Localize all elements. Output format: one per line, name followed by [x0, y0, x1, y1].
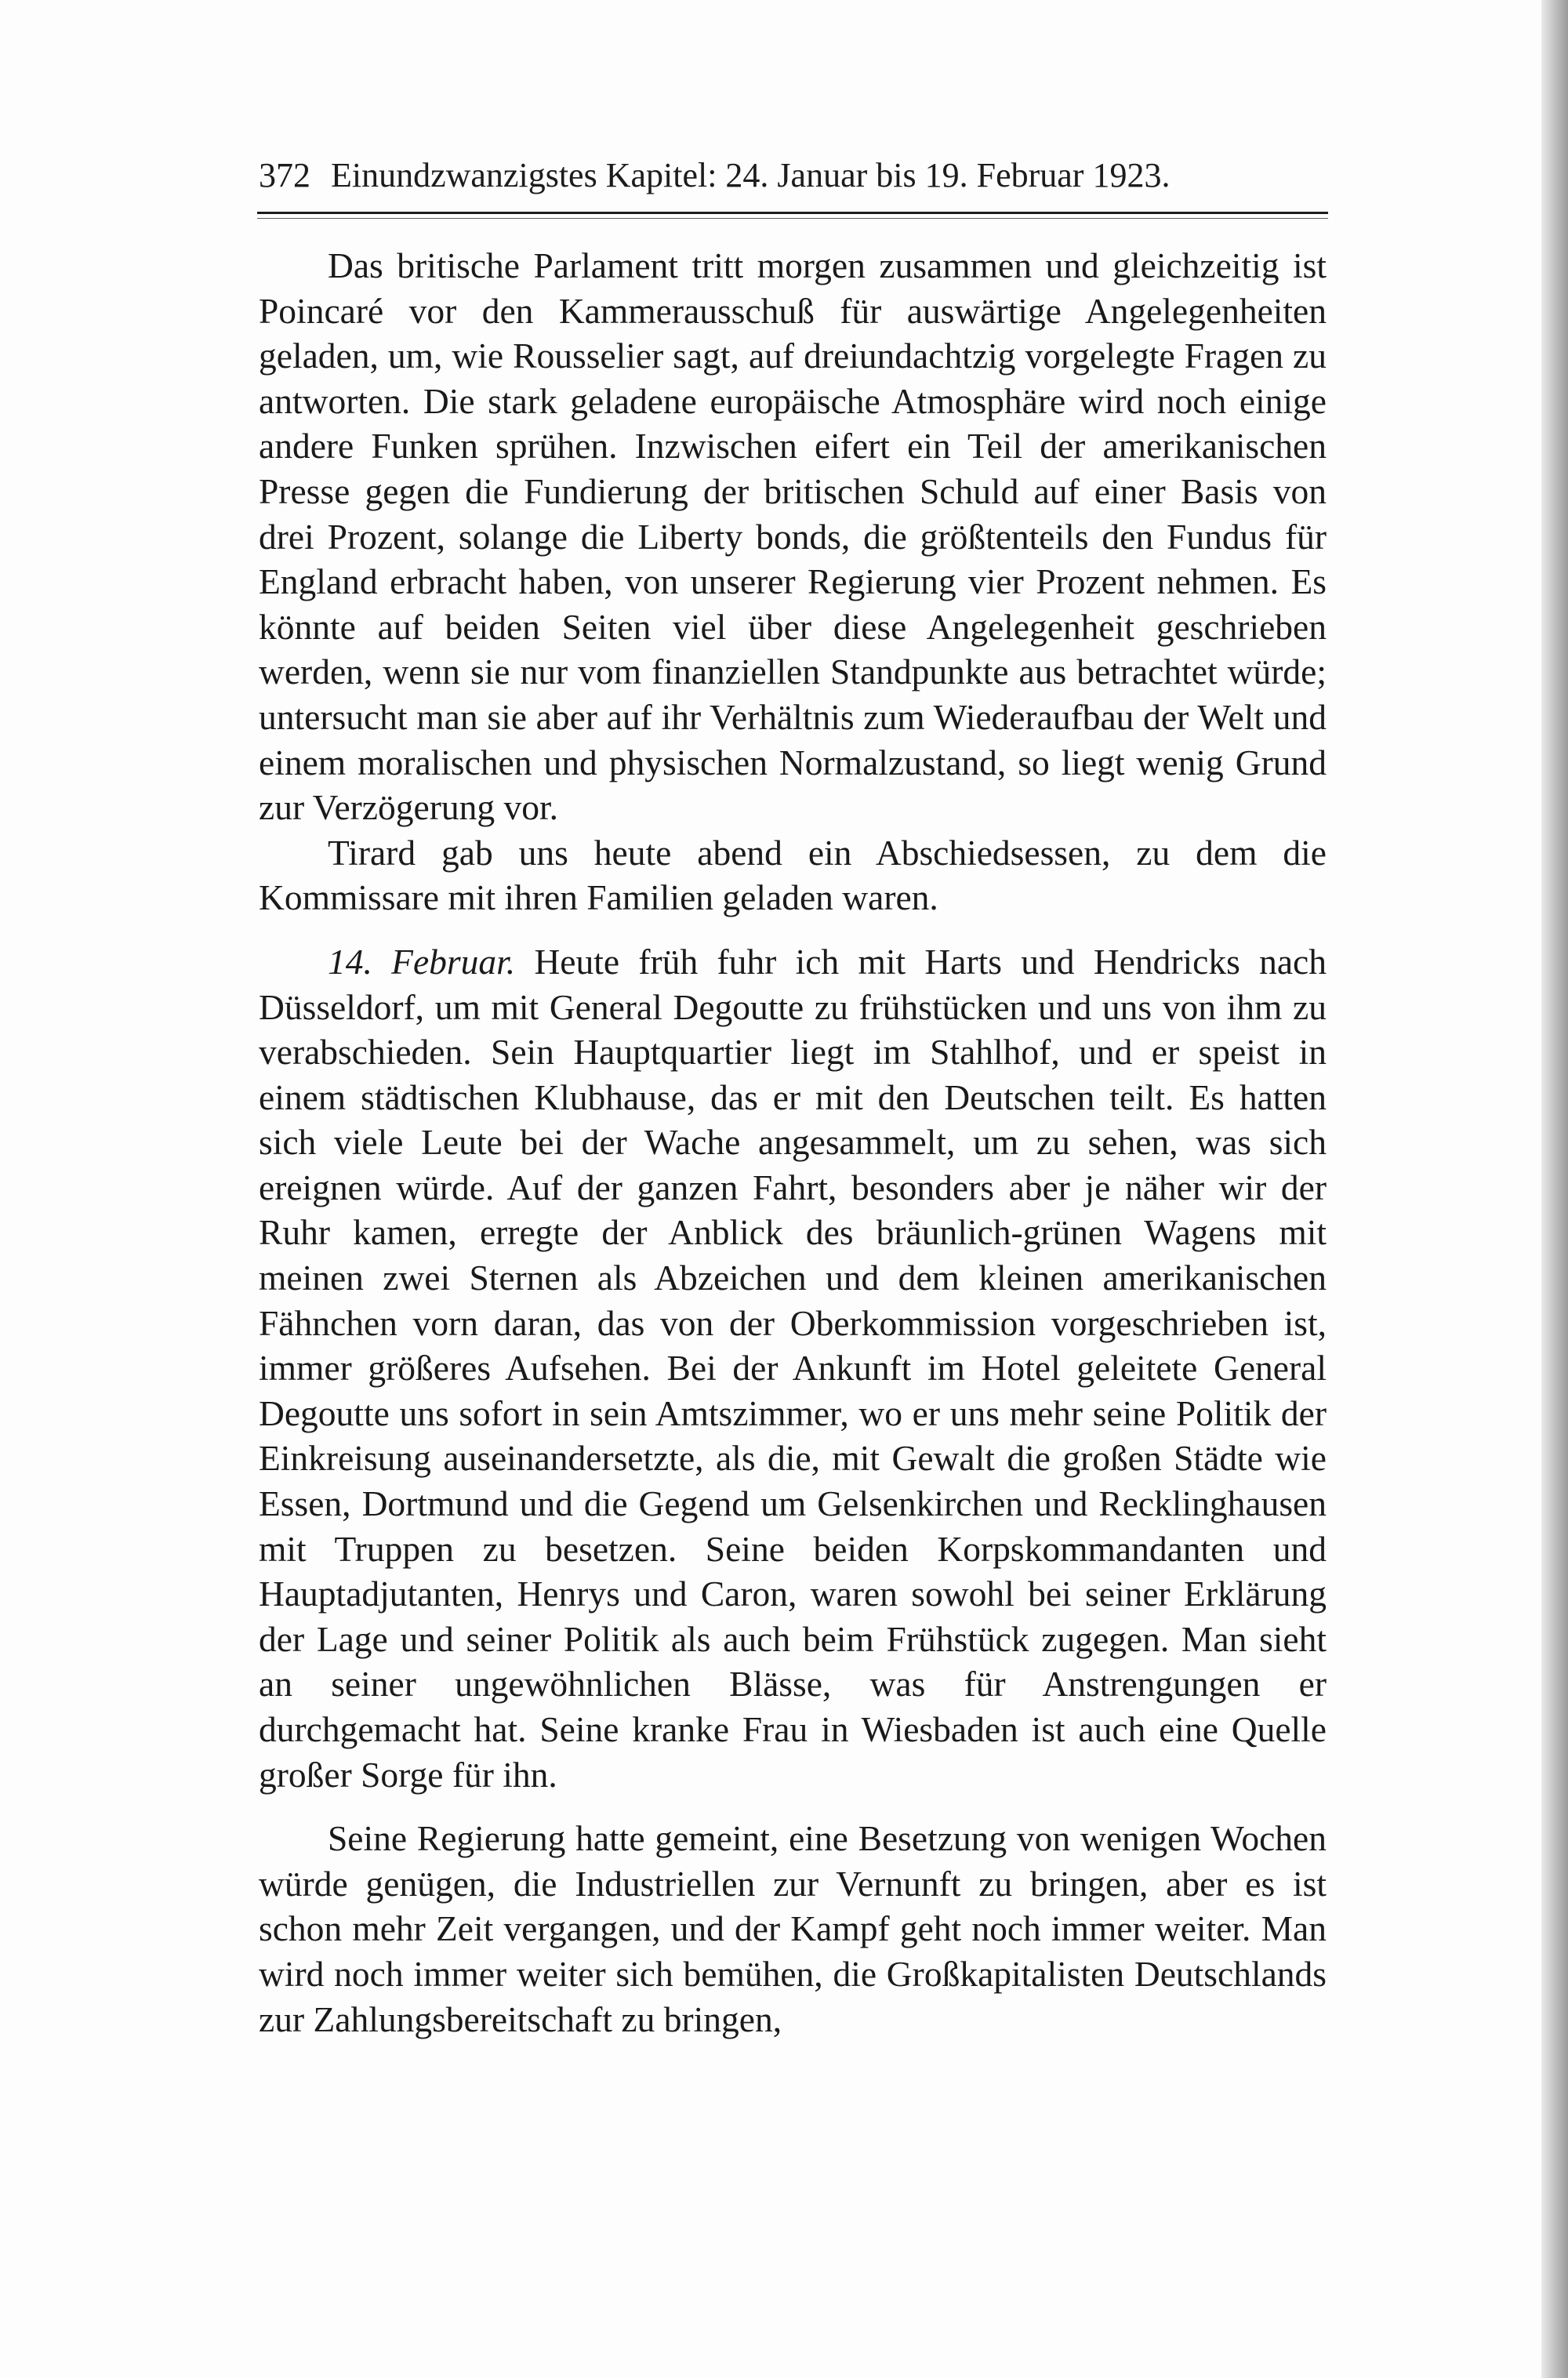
body-text [259, 243, 1327, 2042]
paragraph-4 [259, 1816, 1327, 2042]
entry-date: 14. Februar. [328, 941, 516, 982]
header-rule-thin [257, 218, 1328, 219]
paragraph-3 [259, 939, 1327, 1797]
paragraph-text: Heute früh fuhr ich mit Harts und Hendricks nach Düsseldorf, um mit General Degoutte zu frühstücken und uns von ihm zu verabschieden. Sein Hauptquartier liegt im Stahlhof, und er speist in einem städtischen Klubhause, das er mit den Deutschen teilt. Es hatten sich viele Leute bei der Wache angesammelt, um zu sehen, was sich ereignen würde. Auf der ganzen Fahrt, besonders aber je näher wir der Ruhr kamen, erregte der Anblick des bräunlich-grünen Wagens mit meinen zwei Sternen als Abzeichen und dem kleinen amerikanischen Fähnchen vorn daran, das von der Oberkommission vorgeschrieben ist, immer größeres Aufsehen. Bei der Ankunft im Hotel geleitete General Degoutte uns sofort in sein Amtszimmer, wo er uns mehr seine Politik der Einkreisung auseinandersetzte, als die, mit Gewalt die großen Städte wie Essen, Dortmund und die Gegend um Gelsenkirchen und Recklinghausen mit Truppen zu besetzen. Seine beiden Korpskommandanten und Hauptadjutanten, Henrys und Caron, waren sowohl bei seiner Erklärung der Lage und seiner Politik als auch beim Frühstück zugegen. Man sieht an seiner ungewöhnlichen Blässe, was für Anstrengungen er durchgemacht hat. Seine kranke Frau in Wiesbaden ist auch eine Quelle großer Sorge für ihn. [259, 941, 1327, 1795]
paragraph-2 [259, 830, 1327, 920]
running-header [259, 155, 1327, 210]
page-number: 372 [259, 156, 310, 194]
paragraph-text: Tirard gab uns heute abend ein Abschiedsessen, zu dem die Kommissare mit ihren Familien geladen waren. [259, 832, 1327, 918]
running-title: Einundzwanzigstes Kapitel: 24. Januar bis 19. Februar 1923. [331, 156, 1171, 194]
page-edge-shadow [1541, 0, 1568, 2378]
paragraph-text: Seine Regierung hatte gemeint, eine Besetzung von wenigen Wochen würde genügen, die Industriellen zur Vernunft zu bringen, aber es ist schon mehr Zeit vergangen, und der Kampf geht noch immer weiter. Man wird noch immer weiter sich bemühen, die Großkapitalisten Deutschlands zur Zahlungsbereitschaft zu bringen, [259, 1818, 1327, 2039]
paragraph-1 [259, 243, 1327, 830]
header-rule [257, 212, 1328, 214]
paragraph-text: Das britische Parlament tritt morgen zusammen und gleichzeitig ist Poincaré vor den Kammerausschuß für auswärtige Angelegenheiten geladen, um, wie Rousselier sagt, auf dreiundachtzig vorgelegte Fragen zu antworten. Die stark geladene europäische Atmosphäre wird noch einige andere Funken sprühen. Inzwischen eifert ein Teil der amerikanischen Presse gegen die Fundierung der britischen Schuld auf einer Basis von drei Prozent, solange die Liberty bonds, die größtenteils den Fundus für England erbracht haben, von unserer Regierung vier Prozent nehmen. Es könnte auf beiden Seiten viel über diese Angelegenheit geschrieben werden, wenn sie nur vom finanziellen Standpunkte aus betrachtet würde; untersucht man sie aber auf ihr Verhältnis zum Wiederaufbau der Welt und einem moralischen und physischen Normalzustand, so liegt wenig Grund zur Verzögerung vor. [259, 245, 1327, 828]
